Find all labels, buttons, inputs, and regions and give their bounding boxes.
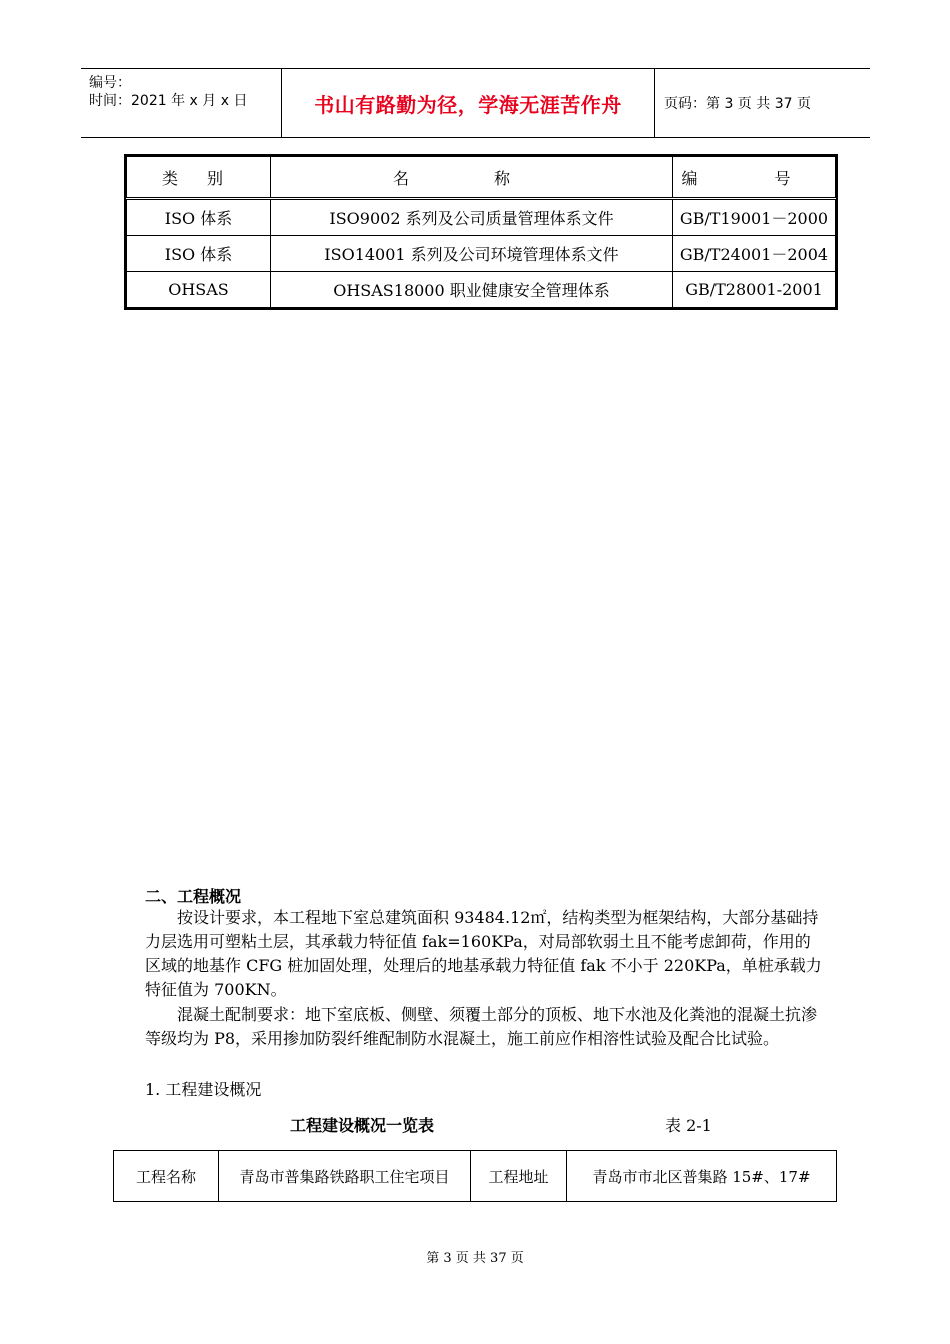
table-cell: 青岛市普集路铁路职工住宅项目 — [219, 1151, 471, 1202]
standards-table — [124, 154, 838, 310]
column-header: 类 别 — [127, 157, 271, 199]
table-cell: GB/T28001-2001 — [673, 272, 836, 308]
time-label: 时间：2021 年 x 月 x 日 — [89, 93, 248, 109]
table-caption: 工程建设概况一览表 — [290, 1116, 435, 1135]
table-cell: ISO 体系 — [127, 199, 271, 236]
table-cell: OHSAS18000 职业健康安全管理体系 — [271, 272, 673, 308]
subsection-item: 1. 工程建设概况 — [145, 1080, 262, 1099]
section-heading: 二、工程概况 — [145, 887, 242, 906]
table-row — [127, 272, 836, 308]
table-header-row — [127, 157, 836, 199]
table-cell: ISO9002 系列及公司质量管理体系文件 — [271, 199, 673, 236]
column-header: 名 称 — [271, 157, 673, 199]
table-row — [127, 199, 836, 236]
table-cell: GB/T24001－2004 — [673, 236, 836, 272]
table-row — [114, 1151, 837, 1202]
column-header: 编 号 — [673, 157, 836, 199]
table-row — [127, 236, 836, 272]
table-cell: OHSAS — [127, 272, 271, 308]
header-meta — [81, 69, 281, 137]
table-number: 表 2-1 — [665, 1116, 712, 1135]
project-table — [113, 1150, 837, 1202]
table-cell: 青岛市市北区普集路 15#、17# — [567, 1151, 837, 1202]
code-label: 编号： — [89, 75, 131, 91]
document-header — [81, 68, 870, 138]
table-cell: ISO14001 系列及公司环境管理体系文件 — [271, 236, 673, 272]
table-cell: 工程名称 — [114, 1151, 219, 1202]
page-footer: 第 3 页 共 37 页 — [426, 1251, 524, 1266]
motto-text: 书山有路勤为径，学海无涯苦作舟 — [314, 92, 622, 117]
page-info: 页码：第 3 页 共 37 页 — [664, 96, 811, 112]
table-cell: ISO 体系 — [127, 236, 271, 272]
header-motto-cell — [281, 69, 655, 137]
concrete-paragraph: 混凝土配制要求：地下室底板、侧壁、须覆土部分的顶板、地下水池及化粪池的混凝土抗渗等级均为 P8，采用掺加防裂纤维配制防水混凝土，施工前应作相溶性试验及配合比试验。 — [145, 1005, 818, 1048]
table-cell: 工程地址 — [471, 1151, 567, 1202]
table-cell: GB/T19001－2000 — [673, 199, 836, 236]
overview-paragraph: 按设计要求，本工程地下室总建筑面积 93484.12㎡，结构类型为框架结构，大部分基础持力层选用可塑粘土层，其承载力特征值 fak=160KPa，对局部软弱土且不能考虑卸荷，作用的区域的地基作 CFG 桩加固处理，处理后的地基承载力特征值 fak 不小于 220KPa，单桩承载力特征值为 700KN。 — [145, 908, 822, 999]
